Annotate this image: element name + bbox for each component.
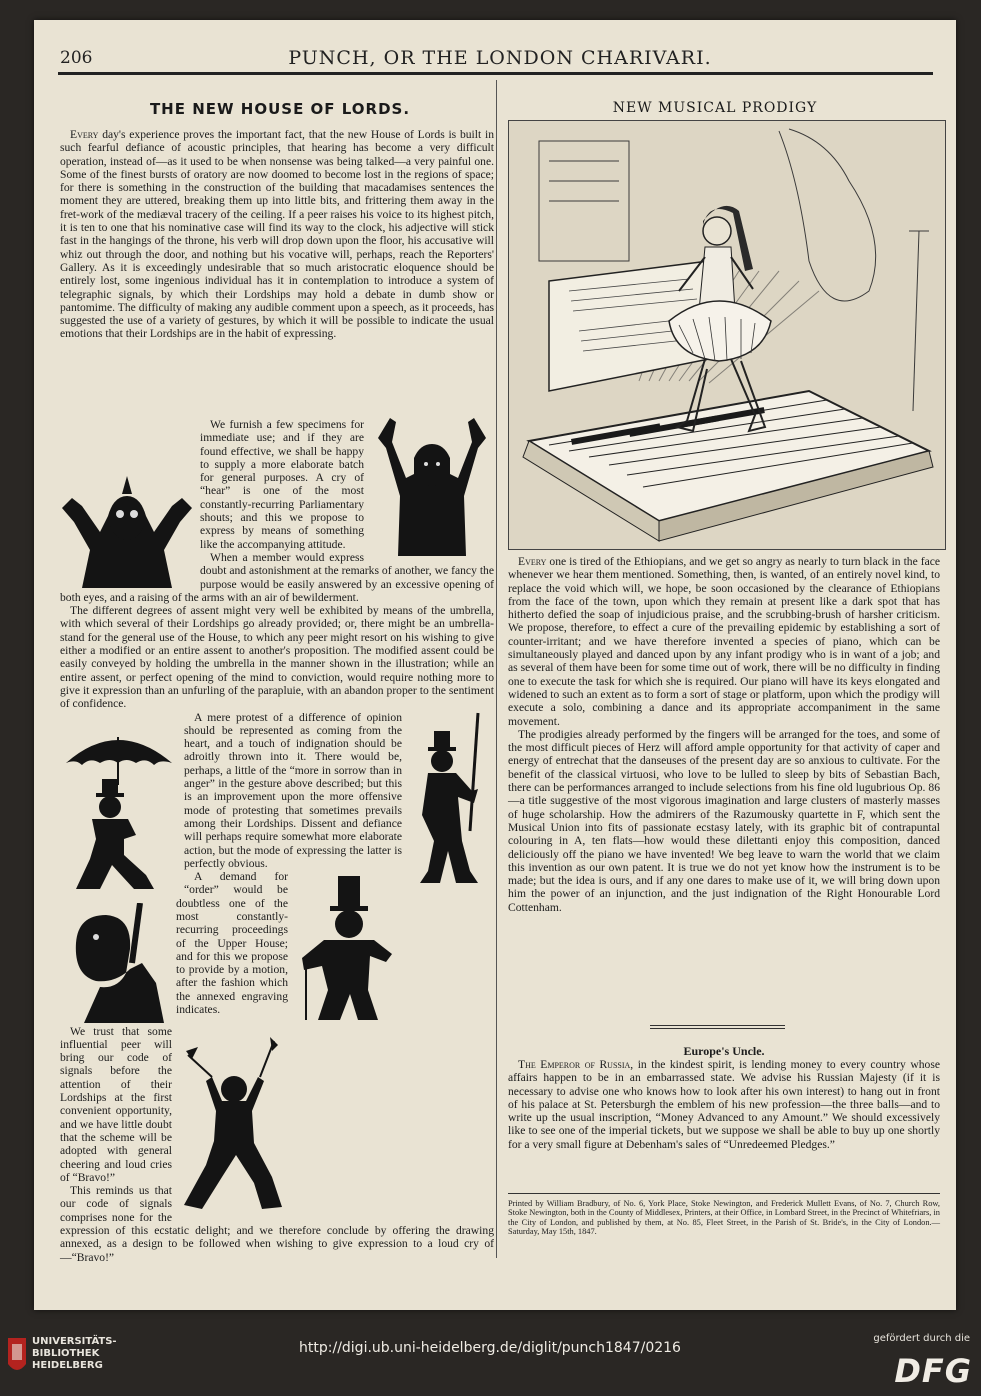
lords-paragraph-6: A demand for “order” would be doubtless one of the most constantly-recurring proceedings of the Upper House; and for this we propose to provide by a motion, after the fashion which the annexed engraving indicates. xyxy=(176,870,288,1017)
article-title-uncle: Europe's Uncle. xyxy=(683,1044,765,1058)
lords-paragraph-7: We trust that some influential peer will bring our code of signals before the attention of their Lordships at the first convenient opportunity, and we have little doubt that the scheme will be adopted with general cheering and loud cries of “Bravo!” xyxy=(60,1024,172,1184)
uncle-body xyxy=(508,1058,940,1151)
header-rule xyxy=(58,72,933,75)
imprint-rule xyxy=(508,1193,940,1194)
lords-paragraph-2: We furnish a few specimens for immediate use; and if they are found effective, we shall be happy to supply a more elaborate batch for general purposes. A cry of “hear” is one of the most constantly-recurring Parliamentary shouts; and this we propose to express by means of something like the accompanying attitude. xyxy=(200,418,364,551)
section-rule xyxy=(650,1025,785,1026)
dropcap: Every xyxy=(70,128,99,141)
lords-paragraph-8: This reminds us that our code of signals comprises none for the expression of this ecstatic delight; and we therefore conclude by offering the drawing annexed, as a design to be followed when wishing to give expression to a loud cry of—“Bravo!” xyxy=(60,1184,494,1264)
lords-body xyxy=(60,418,494,1264)
illustration-entire-assent xyxy=(408,711,494,891)
illustration-doubt xyxy=(60,470,194,588)
page-number: 206 xyxy=(60,48,93,68)
lords-paragraph-5: A mere protest of a difference of opinion should be represented as coming from the heart, and a touch of indignation should be adroitly thrown into it. There would be, perhaps, a little of the “more in sorrow than in anger” in the gesture above described; but this is an improvement upon the more offensive mode of protesting that sometimes prevails among their Lordships. Dissent and defiance will perhaps require somewhat more elaborate action, but the mode of expressing the latter is perfectly obvious. xyxy=(184,710,402,870)
article-title-lords: THE NEW HOUSE OF LORDS. xyxy=(149,100,411,118)
section-rule xyxy=(650,1028,785,1029)
illustration-bravo-dancer xyxy=(178,1037,288,1213)
dropcap: The Emperor of Russia, xyxy=(518,1058,634,1071)
illustration-modified-assent xyxy=(60,725,178,893)
illustration-hear xyxy=(370,418,494,556)
illustration-bravo-listener xyxy=(60,903,170,1023)
printer-imprint: Printed by William Bradbury, of No. 6, York Place, Stoke Newington, and Frederick Mullett Evans, of No. 7, Church Row, Stoke Newington, both in the County of Middlesex, Printers, at their Office, in Lombard Street, in the Precinct of Whitefriars, in the City of London, and published by them, at No. 85, Fleet Street, in the Parish of St. Bride's, in the City of London.—Saturday, May 15th, 1847. xyxy=(508,1199,940,1237)
prodigy-paragraph-1: one is tired of the Ethiopians, and we get so angry as nearly to turn black in the face whenever we hear them mentioned. Something, then, is wanted, of an entirely novel kind, to replace the void which will, we hope, be soon occasioned by the clearance of Ethiopians from the face of the town, upon which they remain at present like a dark spot that has hitherto defied the soap of injudicious praise, and the scrubbing-brush of harsher criticism. We propose, therefore, to effect a cure of the prevailing epidemic by establishing a sort of counter-irritant; and we have therefore invented a species of piano, which can be simultaneously played and danced upon by any infant prodigy who is in want of a job; and as several of them have been for some time out of work, there will be no difficulty in finding one to execute the task for which she is required. Our piano will have its keys elongated and widened to such an extent as to form a sort of stage or platform, upon which the prodigy will execute a solo, combining a dance and its appropriate accompaniment in the same movement. xyxy=(508,555,941,728)
uncle-paragraph-1: in the kindest spirit, is lending money to every country whose affairs happen to be in an embarrassed state. We advise his Russian Majesty (if it is necessary to advise one who knows how to look after his own interest) to hang out in front of his palace at St. Petersburgh the emblem of his new profession—the three balls—and to write up the usual inscription, “Money Advanced to any Amount.” We should excessively like to see one of the imperial tickets, but we suppose we shall be able to buy up one shortly for a very small figure at Debenham's sales of “Unredeemed Pledges.” xyxy=(508,1058,940,1151)
dfg-logo: DFG xyxy=(894,1352,972,1390)
column-divider xyxy=(496,80,497,1258)
prodigy-paragraph-2: The prodigies already performed by the fingers will be arranged for the toes, and some of the most difficult pieces of Herz will afford ample opportunity for that activity of caper and energy of entrechat that the danseuses of the present day are so anxious to cultivate. For the benefit of the classical virtuosi, who love to be lulled to sleep by bits of Sebastian Bach, there can be performances arranged to include selections from his fine old lugubrious Op. 86—a title suggestive of the most vigorous imagination and large clusters of masterly masses of huge scholarship. How the admirers of the Razumousky quartette in F, which sent the Musical Union into fits of passionate ecstasy lately, with its graphic bit of contrapuntal colouring in A, ten flats—how would these dilettanti enjoy this composition, danced deliciously off the piano we have invented! We beg leave to warn the world that we claim this invention as our own patent. It is true we do not yet know how the instrument is to be made; but the idea is ours, and if any one dares to make use of it, we will bring down upon him the power of an injunction, and the just indignation of the Right Honourable Lord Cottenham. xyxy=(508,727,940,914)
library-crest-icon xyxy=(6,1334,28,1378)
source-url[interactable]: http://digi.ub.uni-heidelberg.de/diglit/punch1847/0216 xyxy=(299,1340,681,1356)
lords-paragraph-3: When a member would express doubt and astonishment at the remarks of another, we fancy the purpose would be easily answered by an excessive opening of both eyes, and a raising of the arms with an air of bewilderment. xyxy=(60,550,494,604)
prodigy-body xyxy=(508,555,940,914)
running-head: PUNCH, OR THE LONDON CHARIVARI. xyxy=(288,47,712,69)
lords-paragraph-4: The different degrees of assent might very well be exhibited by means of the umbrella, with which several of their Lordships go already provided; or, there might be an umbrella-stand for the general use of the House, to which any peer might resort on his wishing to give either a modified or an entire assent to another's proposition. The modified assent could be easily conveyed by holding the umbrella in the manner shown in the illustration; while an entire assent, or perfect opening of the mind to conviction, would require nothing more to give it expression than an unfurling of the parapluie, with an abandon proper to the sentiment of confidence. xyxy=(60,604,494,711)
illustration-piano-prodigy xyxy=(508,120,946,550)
article-title-prodigy: NEW MUSICAL PRODIGY xyxy=(612,100,818,116)
dropcap: Every xyxy=(518,555,547,568)
sponsor-caption: gefördert durch die xyxy=(873,1333,970,1344)
library-logo-text: UNIVERSITÄTS- BIBLIOTHEK HEIDELBERG xyxy=(32,1336,117,1371)
illustration-order xyxy=(294,870,402,1030)
lords-intro xyxy=(60,128,494,341)
lords-paragraph-1: day's experience proves the important fact, that the new House of Lords is built in such fearful defiance of acoustic principles, that hearing has become a very difficult operation, instead of—as it used to be when nonsense was being talked—a very painful one. Some of the finest bursts of oratory are now doomed to become lost in the regions of space; for there is something in the construction of the building that macadamises sentences the moment they are uttered, breaking them up into little bits, and frittering them away in the fret-work of the mediæval tracery of the ceiling. If a peer raises his voice to its highest pitch, it is ten to one that his nominative case will find its way to the clock, his adjective will stick fast in the hangings of the throne, his verb will drop down upon the floor, his accusative will whiz out through the door, and nothing but his vocative will, perhaps, reach the Reporters' Gallery. As it is exceedingly undesirable that so much aristocratic eloquence should be entirely lost, some ingenious individual has it in contemplation to introduce a system of telegraphic signals, by which their Lordships may hold a debate in dumb show or pantomime. The difficulty of making any audible comment upon a speech, as it proceeds, has suggested the use of a variety of gestures, by which it will be possible to indicate the usual emotions that their Lordships are in the habit of expressing. xyxy=(60,128,494,341)
